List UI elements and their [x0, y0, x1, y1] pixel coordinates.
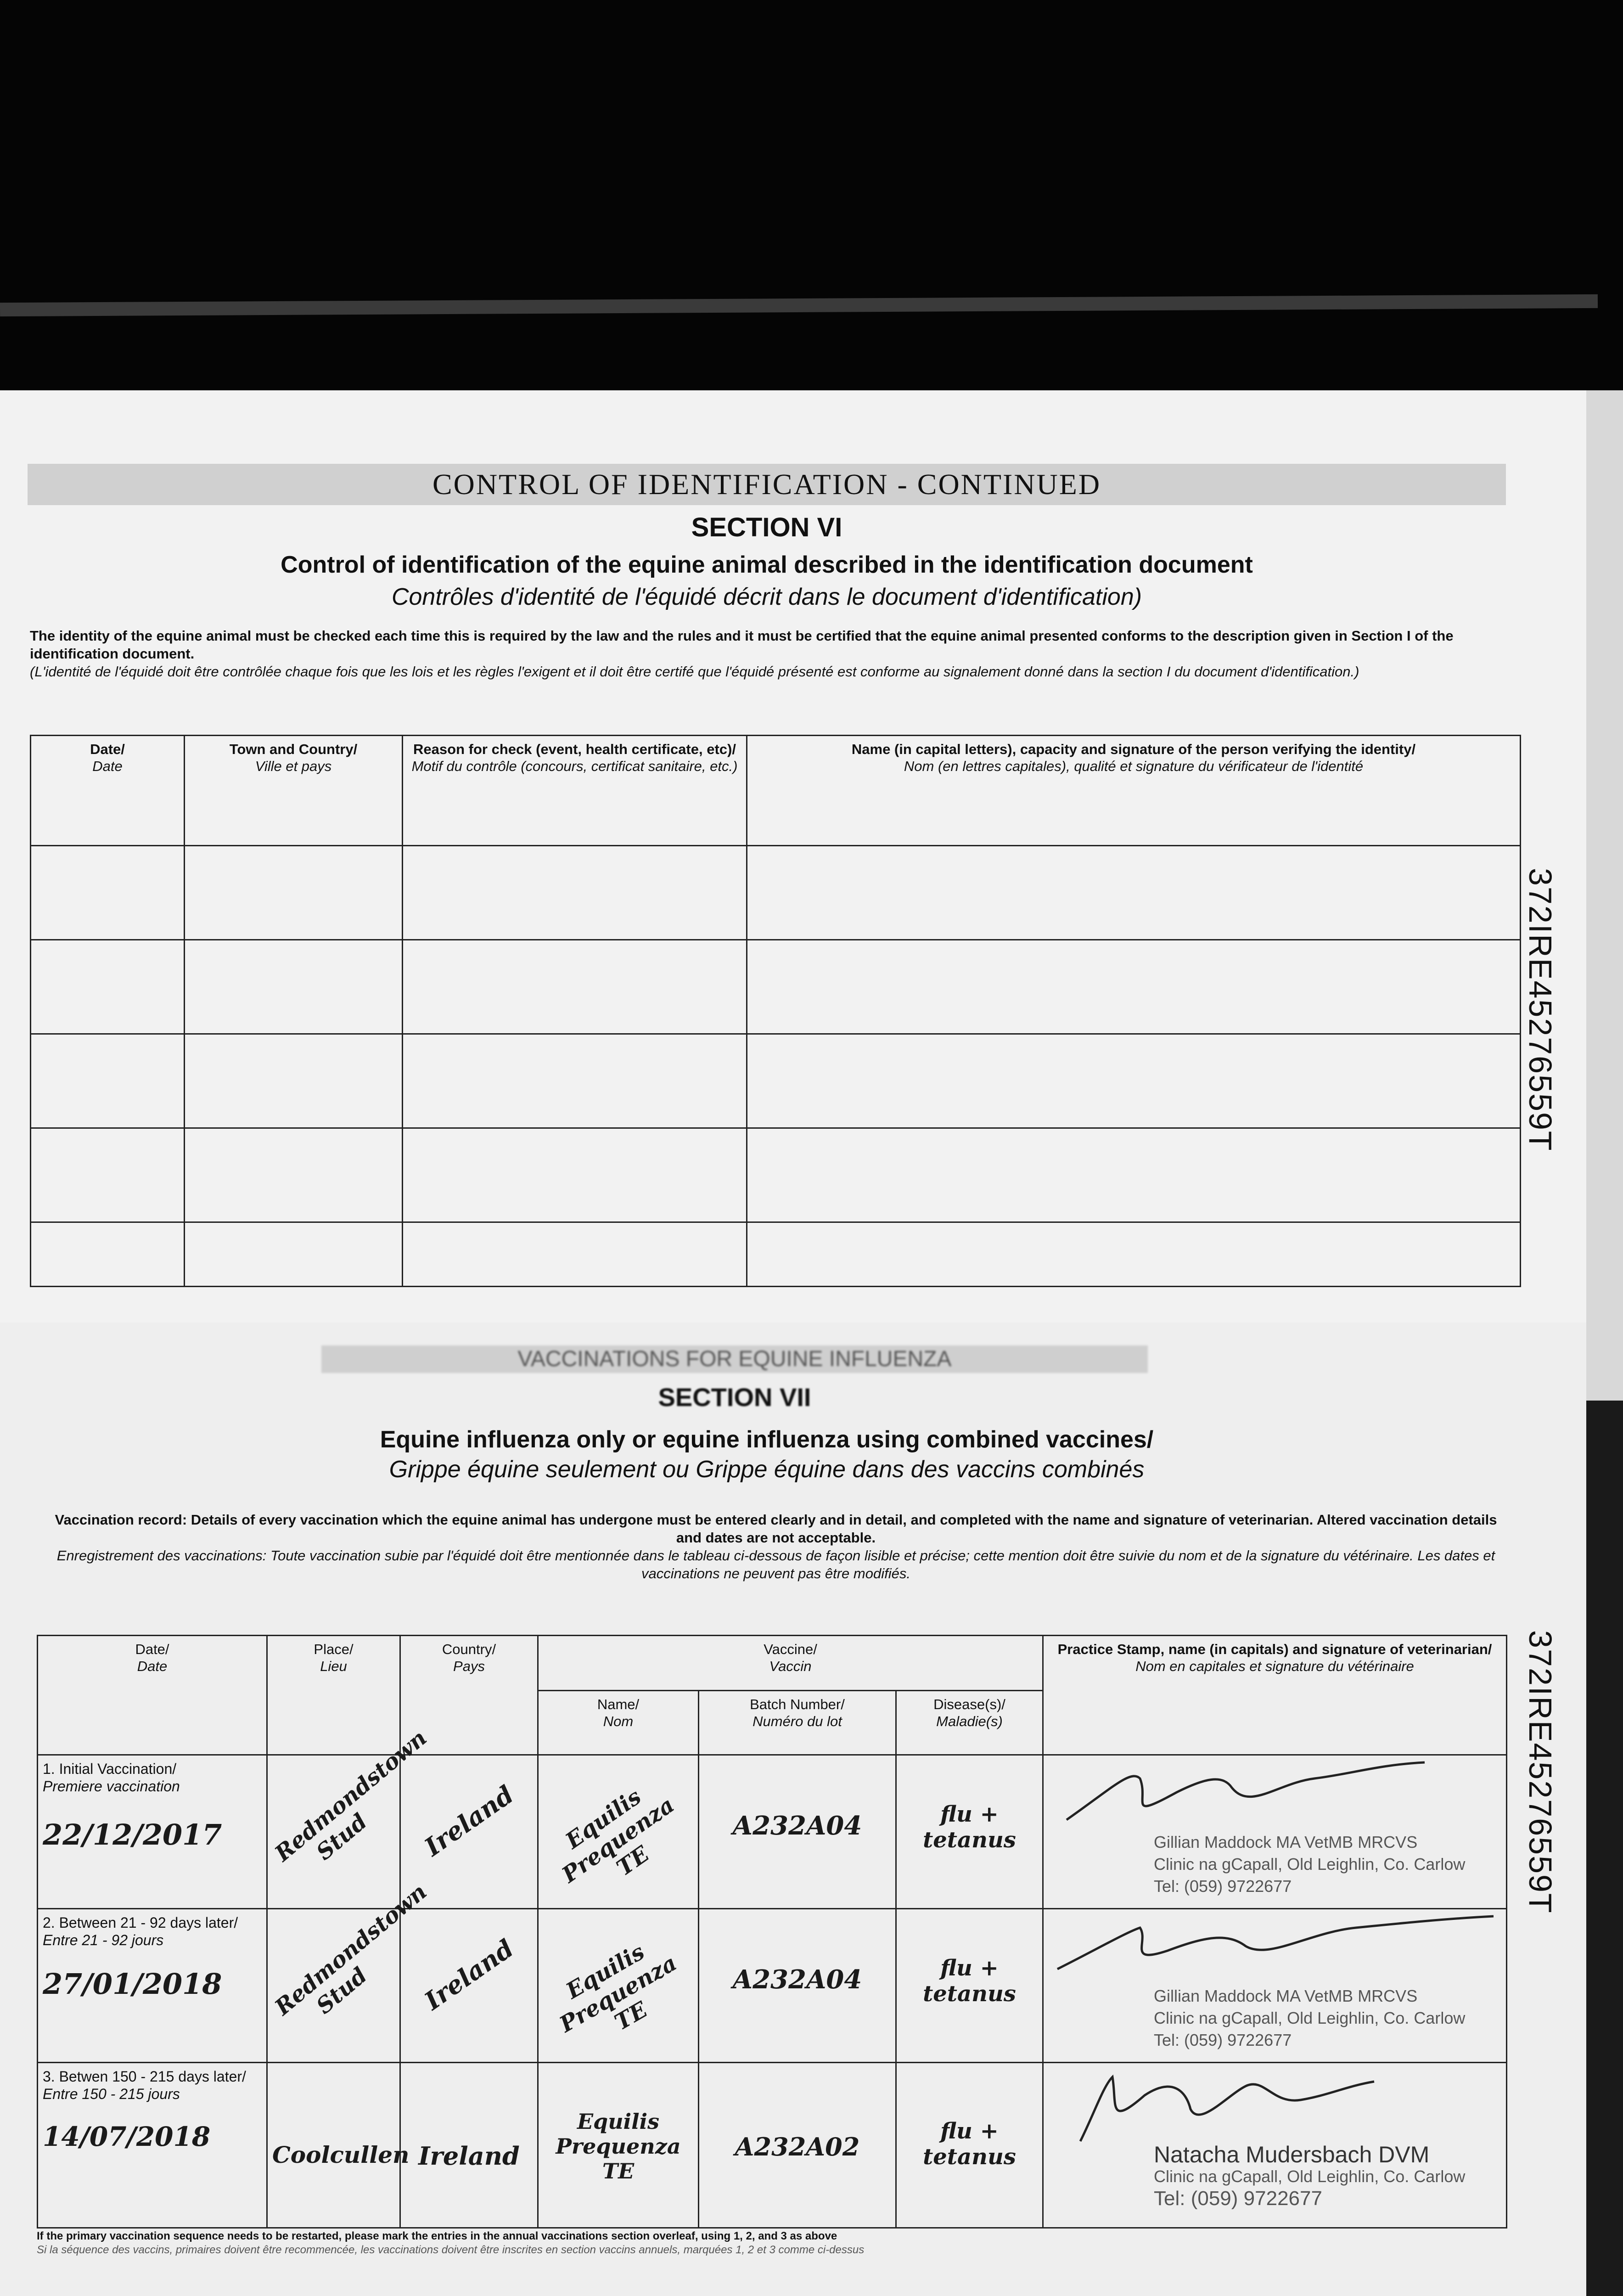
section6-para-fr: (L'identité de l'équidé doit être contrôlée chaque fois que les lois et les règles l'exigent et il doit être certifé que l'équidé présenté est conforme au signalement donné dans la section I du document d'identification.)	[30, 664, 1359, 680]
vacc-name: Equilis Prequenza TE	[556, 2109, 681, 2183]
table-row	[31, 1222, 1521, 1287]
vacc-name-cell	[538, 2063, 699, 2228]
vacc-country: Ireland	[419, 1933, 519, 2016]
vacc-batch: A232A04	[732, 1964, 862, 1995]
section6-heading-fr: Contrôles d'identité de l'équidé décrit dans le document d'identification)	[391, 584, 1142, 610]
vacc-disease-cell	[896, 1909, 1043, 2063]
section6-title: SECTION VI	[691, 512, 842, 542]
col-vaccine-name: Name/ Nom	[538, 1691, 699, 1755]
vacc-date-cell: 1. Initial Vaccination/ Premiere vaccination 22/12/2017	[38, 1755, 267, 1909]
vacc-date-cell: 3. Betwen 150 - 215 days later/ Entre 150 - 215 jours 14/07/2018	[38, 2063, 267, 2228]
scan-dark-background	[0, 0, 1623, 395]
vacc-place: Coolcullen	[272, 2141, 410, 2168]
section7-heading-en: Equine influenza only or equine influenza using combined vaccines/	[380, 1426, 1154, 1453]
signature-2	[1053, 1914, 1503, 1983]
stamp: Gillian Maddock MA VetMB MRCVS Clinic na gCapall, Old Leighlin, Co. Carlow Tel: (059) 9722677	[1154, 1833, 1466, 1896]
section7-paragraph	[46, 1511, 1506, 1582]
vacc-disease: flu + tetanus	[923, 2118, 1016, 2170]
table-row	[31, 1128, 1521, 1222]
stamp: Natacha Mudersbach DVM Clinic na gCapall, Old Leighlin, Co. Carlow Tel: (059) 9722677	[1154, 2142, 1466, 2210]
section6-para-en: The identity of the equine animal must be checked each time this is required by the law and the rules and it must be certified that the equine animal presented conforms to the description given in Section I of the identification document.	[30, 628, 1454, 662]
page-side-dark-strip	[1586, 1401, 1623, 2296]
col-vacc-country: Country/ Pays	[400, 1636, 538, 1755]
vacc-country: Ireland	[419, 1779, 519, 1862]
vacc-name-cell	[538, 1909, 699, 2063]
col-reason: Reason for check (event, health certificate, etc)/ Motif du contrôle (concours, certificat sanitaire, etc.)	[403, 736, 747, 846]
identity-check-table	[30, 735, 1521, 1287]
section7-para-en: Vaccination record: Details of every vaccination which the equine animal has undergone must be entered clearly and in detail, and completed with the name and signature of veterinarian. Altered vaccination details and dates are not acceptable.	[55, 1512, 1497, 1546]
stamp: Gillian Maddock MA VetMB MRCVS Clinic na gCapall, Old Leighlin, Co. Carlow Tel: (059) 9722677	[1154, 1986, 1466, 2049]
vacc-date-cell: 2. Between 21 - 92 days later/ Entre 21 - 92 jours 27/01/2018	[38, 1909, 267, 2063]
signature-3	[1053, 2068, 1466, 2146]
vaccination-row-3	[38, 2063, 1507, 2228]
vacc-batch-cell	[699, 1755, 896, 1909]
section7-banner: VACCINATIONS FOR EQUINE INFLUENZA	[321, 1345, 1148, 1373]
vacc-country-cell	[400, 2063, 538, 2228]
col-date: Date/ Date	[31, 736, 185, 846]
vacc-date: 27/01/2018	[43, 1967, 222, 2001]
table-row	[31, 940, 1521, 1034]
vacc-place: Redmondstown Stud	[270, 1879, 432, 2020]
table-row	[31, 846, 1521, 940]
section6-heading-en: Control of identification of the equine animal described in the identification document	[281, 551, 1253, 578]
vacc-place-cell	[267, 1879, 432, 2063]
section7-title: SECTION VII	[658, 1383, 811, 1412]
vacc-disease-cell	[896, 1755, 1043, 1909]
vacc-disease: flu + tetanus	[923, 1955, 1016, 2007]
vaccination-row-2	[38, 1909, 1507, 2063]
col-vacc-place: Place/ Lieu	[267, 1636, 400, 1755]
vacc-date: 22/12/2017	[43, 1818, 222, 1851]
vacc-name-cell	[538, 1755, 699, 1909]
vacc-stamp-cell	[1043, 1909, 1507, 2063]
section7-footnote: If the primary vaccination sequence needs to be restarted, please mark the entries in the annual vaccinations section overleaf, using 1, 2, and 3 as above Si la séquence des vaccins, primaires doivent être recommencée, les vaccinations doivent être inscrites en section vaccins annuels, marquées 1, 2 et 3 comme ci-dessus	[37, 2230, 865, 2256]
vaccination-table	[37, 1635, 1507, 2228]
vacc-country-cell	[400, 1909, 538, 2063]
col-town-country: Town and Country/ Ville et pays	[185, 736, 403, 846]
col-stamp: Practice Stamp, name (in capitals) and signature of veterinarian/ Nom en capitales et signature du vétérinaire	[1043, 1636, 1507, 1755]
vacc-batch-cell	[699, 2063, 896, 2228]
col-vacc-date: Date/ Date	[38, 1636, 267, 1755]
vacc-disease: flu + tetanus	[923, 1801, 1016, 1853]
vacc-stamp-cell	[1043, 1755, 1507, 1909]
col-vaccine: Vaccine/ Vaccin	[538, 1636, 1043, 1691]
vacc-name: Equilis Prequenza TE	[557, 1784, 679, 1888]
vacc-name: Equilis Prequenza TE	[555, 1939, 681, 2038]
vacc-batch: A232A04	[732, 1811, 862, 1841]
section7-heading-fr: Grippe équine seulement ou Grippe équine dans des vaccins combinés	[389, 1456, 1145, 1483]
vacc-place-cell	[267, 1725, 432, 1909]
signature-1	[1057, 1760, 1507, 1829]
vaccination-row-1	[38, 1755, 1507, 1909]
vacc-date: 14/07/2018	[43, 2121, 211, 2152]
side-id-lower: 372IRE45276559T	[1522, 1630, 1558, 1914]
table-row	[31, 1034, 1521, 1128]
section6-paragraph	[30, 627, 1508, 681]
vacc-stamp-cell	[1043, 2063, 1507, 2228]
vacc-disease-cell	[896, 2063, 1043, 2228]
vacc-batch-cell	[699, 1909, 896, 2063]
side-id-upper: 372IRE45276559T	[1522, 868, 1558, 1152]
vacc-place-cell	[267, 2063, 410, 2228]
vacc-country: Ireland	[418, 2141, 520, 2171]
vacc-place: Redmondstown Stud	[270, 1725, 432, 1867]
col-batch-number: Batch Number/ Numéro du lot	[699, 1691, 896, 1755]
page-banner: CONTROL OF IDENTIFICATION - CONTINUED	[28, 464, 1506, 505]
section7-para-fr: Enregistrement des vaccinations: Toute vaccination subie par l'équidé doit être mentionnée dans le tableau ci-dessous de façon lisible et précise; cette mention doit être suivie du nom et de la signature du vétérinaire. Les dates et vaccinations ne peuvent pas être modifiés.	[56, 1548, 1495, 1581]
vacc-batch: A232A02	[735, 2132, 860, 2161]
col-disease: Disease(s)/ Maladie(s)	[896, 1691, 1043, 1755]
col-verifier: Name (in capital letters), capacity and signature of the person verifying the identity/ Nom (en lettres capitales), qualité et signature du vérificateur de l'identité	[747, 736, 1521, 846]
